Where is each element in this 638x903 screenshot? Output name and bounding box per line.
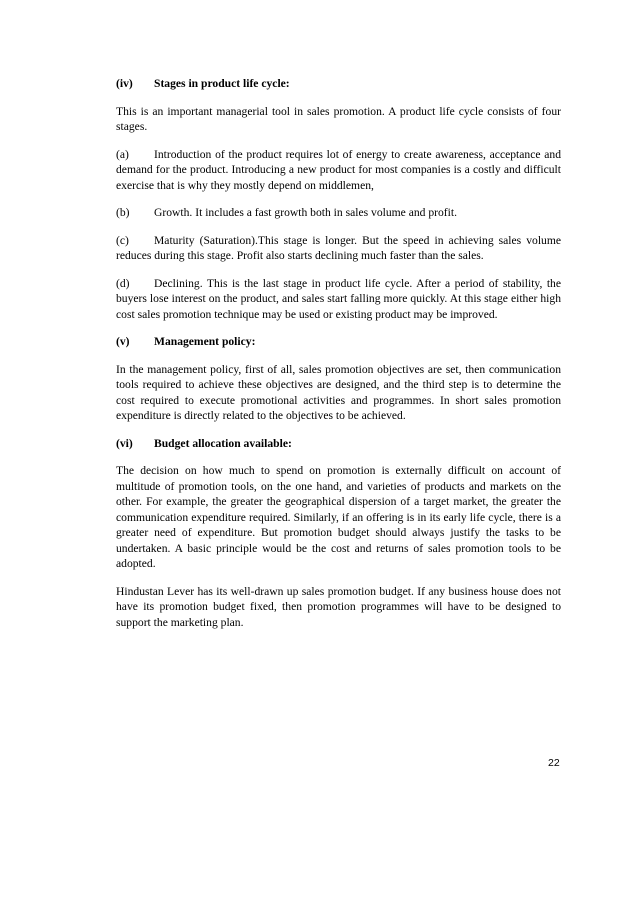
- section-paragraph: The decision on how much to spend on promotion is externally difficult on account of multitude of promotion tools, on the one hand, and varieties of products and markets on the other. For example, the greater the geographical dispersion of a target market, the greater the communication expenditure required. Similarly, if an offering is in its early life cycle, there is a greater need of expenditure. But promotion budget should always justify the tasks to be undertaken. A basic principle would be the cost and returns of sales promotion tools to be adopted.: [116, 464, 561, 570]
- list-item-d: [116, 276, 561, 323]
- section-number: (vi): [116, 436, 133, 450]
- list-item-a: [116, 147, 561, 194]
- section-title: Management policy:: [154, 335, 256, 348]
- section-paragraph: In the management policy, first of all, sales promotion objectives are set, then communication tools required to achieve these objectives are designed, and the third step is to determine the cost required to execute promotional activities and programmes. In short sales promotion expenditure is directly related to the objectives to be achieved.: [116, 362, 561, 422]
- section-title: Budget allocation available:: [154, 436, 292, 450]
- section-heading-v: [116, 334, 561, 350]
- section-paragraph: Hindustan Lever has its well-drawn up sales promotion budget. If any business house does not have its promotion budget fixed, then promotion programmes will have to be designed to support the marketing plan.: [116, 584, 561, 629]
- section-heading-vi: [116, 436, 561, 452]
- section-intro: This is an important managerial tool in sales promotion. A product life cycle consists of four stages.: [116, 104, 561, 133]
- item-text: Growth. It includes a fast growth both in sales volume and profit.: [154, 206, 457, 219]
- section-number: (v): [116, 335, 130, 348]
- list-item-b: [116, 205, 561, 221]
- item-label: (c): [116, 233, 129, 247]
- section-title: Stages in product life cycle:: [154, 77, 290, 90]
- item-label: (d): [116, 276, 130, 290]
- document-body: [116, 76, 561, 642]
- page-number: 22: [548, 757, 560, 769]
- section-heading-iv: [116, 76, 561, 92]
- item-text: Introduction of the product requires lot of energy to create awareness, acceptance and demand for the product. Introducing a new product for most companies is a costly and difficult exercise that is why they mostly depend on middlemen,: [116, 147, 561, 192]
- item-text: Declining. This is the last stage in product life cycle. After a period of stability, the buyers lose interest on the product, and sales start falling more quickly. At this stage either high cost sales promotion technique may be used or existing product may be improved.: [116, 276, 561, 321]
- section-number: (iv): [116, 77, 133, 90]
- item-label: (b): [116, 206, 130, 219]
- item-label: (a): [116, 147, 129, 161]
- item-text: Maturity (Saturation).This stage is longer. But the speed in achieving sales volume reduces during this stage. Profit also starts declining much faster than the sales.: [116, 233, 561, 262]
- list-item-c: [116, 233, 561, 264]
